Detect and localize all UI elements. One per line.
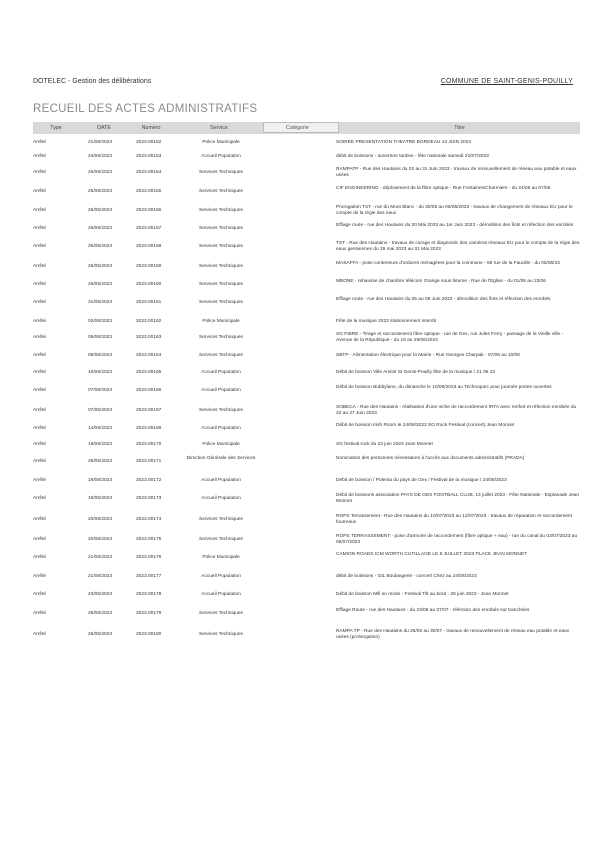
cell-number: 2023.00178: [136, 592, 162, 597]
cell-type: Arrêté: [33, 555, 47, 560]
cell-number: 2023.00161: [136, 300, 162, 305]
cell-date: 23/06/2023: [88, 592, 113, 597]
cell-title: Effiage Route - rue des Hautains - du 23/06 au 07/07 - réfection des enrobés sur tranchées: [336, 608, 530, 613]
column-header-type: Type: [50, 125, 62, 131]
cell-type: Arrêté: [33, 226, 47, 231]
cell-number: 2023.00160: [136, 282, 162, 287]
cell-date: 19/06/2023: [88, 442, 113, 447]
cell-title: SBTP - Alimentation électrique pour la Mairie - Rue Georges Charpak - 07/06 au 10/06: [336, 353, 520, 358]
cell-type: Arrêté: [33, 319, 47, 324]
cell-date: 25/06/2023: [88, 189, 113, 194]
cell-date: 19/06/2023: [88, 478, 113, 483]
cell-service: Accueil Population: [201, 478, 241, 483]
cell-type: Arrêté: [33, 442, 47, 447]
cell-number: 2023.00164: [136, 353, 162, 358]
cell-service: Direction Générale des Services: [186, 456, 256, 461]
cell-service: Accueil Population: [201, 592, 241, 597]
cell-number: 2023.00179: [136, 611, 162, 616]
cell-date: 14/06/2023: [88, 426, 113, 431]
cell-number: 2023.00154: [136, 170, 162, 175]
cell-date: 24/06/2023: [88, 154, 113, 159]
cell-date: 05/06/2023: [88, 335, 113, 340]
cell-type: Arrêté: [33, 335, 47, 340]
cell-service: Accueil Population: [201, 496, 241, 501]
cell-date: 21/06/2023: [88, 574, 113, 579]
cell-title: RAMPA TP - Rue des Hautains du 26/06 au 30/07 - travaux de renouvellement de réseau eau potable et eaux usées (prolongation): [336, 629, 570, 641]
cell-number: 2023.00170: [136, 442, 162, 447]
column-header-category[interactable]: Catégorie: [263, 122, 339, 133]
cell-number: 2023.00165: [136, 370, 162, 375]
cell-date: 26/06/2023: [88, 226, 113, 231]
cell-service: Services Techniques: [199, 208, 243, 213]
cell-number: 2023.00169: [136, 426, 162, 431]
cell-type: Arrêté: [33, 282, 47, 287]
column-header-service: Service: [210, 125, 228, 131]
cell-date: 10/06/2023: [88, 370, 113, 375]
cell-date: 26/06/2023: [88, 611, 113, 616]
column-header-title: Titre: [454, 125, 465, 131]
cell-title: MASAFFA - pose conteneurs d'ordures ménagères pour la commune - 65 rue de la Faucille - du 05/06/23: [336, 261, 560, 266]
cell-title: Débit de boisson / Polenta du pays de Gex / Festival de la musique / 24/06/2023: [336, 478, 507, 483]
cell-number: 2023.00177: [136, 574, 162, 579]
cell-type: Arrêté: [33, 408, 47, 413]
cell-service: Services Techniques: [199, 408, 243, 413]
cell-type: Arrêté: [33, 592, 47, 597]
cell-title: SG festival rock du 23 juin 2023 Jean Monnet: [336, 442, 433, 447]
cell-title: Prorogation TST - rue du Mont Blanc - du 30/05 au 06/06/2023 - travaux de changement de réseaux EU pour le compte de la régie des eaux: [336, 205, 573, 217]
cell-number: 2023.00176: [136, 555, 162, 560]
cell-service: Services Techniques: [199, 632, 243, 637]
cell-title: ROPS Terrassement - Rue des Hautains du 10/07/2023 au 12/07/2023 - travaux de réparation et raccordement fourreaux: [336, 514, 572, 526]
cell-number: 2023.00173: [136, 496, 162, 501]
cell-service: Services Techniques: [199, 335, 243, 340]
cell-type: Arrêté: [33, 244, 47, 249]
cell-title: Fête de la musique 2023 stationnement interdit: [336, 319, 436, 324]
cell-type: Arrêté: [33, 478, 47, 483]
cell-title: Débit de boisson Mill en mode - Festival Tilt au bord - 28 juin 2023 - Jean Monnet: [336, 592, 509, 597]
cell-service: Services Techniques: [199, 537, 243, 542]
cell-service: Police Municipale: [202, 319, 240, 324]
cell-service: Accueil Population: [201, 574, 241, 579]
cell-service: Services Techniques: [199, 189, 243, 194]
cell-date: 21/06/2023: [88, 555, 113, 560]
cell-service: Accueil Population: [201, 370, 241, 375]
cell-title: CIF ENGINEERING - déploiement de la fibre optique - Rue Fontaines/Charmiers - du 24/06 au 07/06: [336, 186, 551, 191]
cell-service: Accueil Population: [201, 388, 241, 393]
cell-type: Arrêté: [33, 170, 47, 175]
cell-title: CAMION ROADS ICM WORTH CUTILLAGE LE 6 JUILLET 2023 PLACE JEAN MONNET: [336, 552, 527, 557]
cell-service: Police Municipale: [202, 140, 240, 145]
cell-date: 26/06/2023: [88, 208, 113, 213]
cell-type: Arrêté: [33, 370, 47, 375]
cell-number: 2023.00167: [136, 408, 162, 413]
cell-type: Arrêté: [33, 189, 47, 194]
cell-service: Services Techniques: [199, 264, 243, 269]
cell-type: Arrêté: [33, 388, 47, 393]
cell-date: 07/06/2023: [88, 408, 113, 413]
cell-title: SOIREE PRESENTATION THEATRE BORDEAU 13 JUIN 2023: [336, 140, 472, 145]
cell-title: Débit de boisson Ville Amitié St Genis-Pouilly fête de la musique / 21 06 23: [336, 370, 496, 375]
cell-service: Services Techniques: [199, 353, 243, 358]
cell-date: 02/06/2023: [88, 319, 113, 324]
cell-date: 19/06/2023: [88, 496, 113, 501]
cell-type: Arrêté: [33, 632, 47, 637]
cell-title: Effiage route - rue des Hautains du 05 au 08 Juin 2023 - démolition des îlots et réfection des enrobés: [336, 297, 551, 302]
cell-number: 2023.00158: [136, 244, 162, 249]
cell-type: Arrêté: [33, 611, 47, 616]
app-name: DOTELEC - Gestion des délibérations: [33, 78, 152, 85]
commune-name: COMMUNE DE SAINT-GENIS-POUILLY: [440, 78, 573, 85]
cell-service: Services Techniques: [199, 226, 243, 231]
cell-service: Services Techniques: [199, 517, 243, 522]
cell-title: TST - Rue des Hautains - travaux de curage et diagnostic des caméras réseaux EU pour le compte de la régie des eaux gessiennes du 29 mai 2023 au 31 Mai 2023: [336, 241, 580, 253]
acts-table: [33, 122, 580, 641]
cell-number: 2023.00162: [136, 319, 162, 324]
cell-date: 26/05/2023: [88, 264, 113, 269]
cell-type: Arrêté: [33, 496, 47, 501]
cell-number: 2023.00155: [136, 189, 162, 194]
cell-date: 07/06/2023: [88, 388, 113, 393]
cell-date: 20/06/2023: [88, 537, 113, 542]
column-header-date: DATE: [97, 125, 111, 131]
cell-number: 2023.00166: [136, 388, 162, 393]
cell-service: Accueil Population: [201, 154, 241, 159]
cell-number: 2023.00174: [136, 517, 162, 522]
cell-number: 2023.00153: [136, 154, 162, 159]
cell-title: SG FIBRE - Tirage et raccordement fibre optique - rue de Gex, rue Jules Ferry - passage de la Vieille ville - Avenue de la République - du 19 au 29/06/2023: [336, 332, 564, 344]
column-header-number: Numéro: [141, 125, 161, 131]
cell-type: Arrêté: [33, 208, 47, 213]
cell-date: 26/05/2023: [88, 282, 113, 287]
cell-date: 06/06/2023: [88, 353, 113, 358]
cell-date: 25/06/2023: [88, 170, 113, 175]
cell-type: Arrêté: [33, 264, 47, 269]
cell-type: Arrêté: [33, 574, 47, 579]
cell-date: 25/05/2023: [88, 244, 113, 249]
cell-type: Arrêté: [33, 140, 47, 145]
cell-service: Services Techniques: [199, 611, 243, 616]
cell-type: Arrêté: [33, 353, 47, 358]
cell-number: 2023.00159: [136, 264, 162, 269]
cell-date: 20/06/2023: [88, 517, 113, 522]
cell-number: 2023.00152: [136, 140, 162, 145]
cell-number: 2023.00163: [136, 335, 162, 340]
cell-title: SOBECA - Rue des Hautains - réalisation d'une niche de raccordement IRTA avec renfort et réfection enrobée du 22 au 27 Juin 2023: [336, 405, 577, 417]
table-header: [33, 122, 580, 134]
page-title: RECUEIL DES ACTES ADMINISTRATIFS: [33, 103, 258, 115]
cell-type: Arrêté: [33, 537, 47, 542]
cell-service: Services Techniques: [199, 244, 243, 249]
document-header: [33, 78, 573, 90]
cell-title: Débit de boissons association PAYS DE GEX FOOTBALL CLUB, 13 juillet 2023 - Fête Nationale - Esplanade Jean Monnet: [336, 493, 580, 505]
cell-service: Police Municipale: [202, 555, 240, 560]
cell-date: 26/05/2023: [88, 459, 113, 464]
cell-type: Arrêté: [33, 300, 47, 305]
cell-number: 2023.00175: [136, 537, 162, 542]
cell-service: Police Municipale: [202, 442, 240, 447]
cell-title: débit de boissons - GIL Boulangerie - concert Chez au 24/06/2023: [336, 574, 477, 579]
cell-type: Arrêté: [33, 459, 47, 464]
cell-number: 2023.00180: [136, 632, 162, 637]
cell-title: Débit de boisson Irish Room le 24/06/2023 SG Rock Festival (concert) Jean Monnet: [336, 423, 515, 428]
cell-number: 2023.00156: [136, 208, 162, 213]
cell-title: RAMPATP - Rue des Hautains du 02 au 31 Juin 2023 - travaux de renouvellement de réseau eau potable et eaux usées: [336, 167, 577, 179]
cell-date: 26/06/2023: [88, 632, 113, 637]
cell-service: Services Techniques: [199, 300, 243, 305]
cell-type: Arrêté: [33, 517, 47, 522]
cell-date: 31/05/2023: [88, 300, 113, 305]
cell-title: Nomination des personnes nécessaires à l'accès aux documents administratifs (PRADA): [336, 456, 525, 461]
cell-title: Débit de boisson Bubbylane, du dimanche le 10/06/2023 au Technoparc pour journée portes ouvertes: [336, 385, 552, 390]
cell-number: 2023.00157: [136, 226, 162, 231]
cell-service: Accueil Population: [201, 426, 241, 431]
cell-number: 2023.00171: [136, 459, 162, 464]
cell-service: Services Techniques: [199, 170, 243, 175]
cell-title: Effiage route - rue des Hautains du 20 Mai 2023 au 1er Juin 2023 - démolition des îlots et réfection des enrobés: [336, 223, 574, 228]
cell-type: Arrêté: [33, 426, 47, 431]
cell-date: 21/06/2023: [88, 140, 113, 145]
cell-title: MBONE - rehausse de chambre télécom Orange sous bitume - Rue de l'Eglise - du 01/06 au 23/06: [336, 279, 546, 284]
cell-title: débit de boissons - ouverture tardive - fête nationale samedi 22/07/2023: [336, 154, 489, 159]
cell-type: Arrêté: [33, 154, 47, 159]
cell-service: Services Techniques: [199, 282, 243, 287]
cell-number: 2023.00172: [136, 478, 162, 483]
cell-title: ROPS TERRASSEMENT - pose d'armoire de raccordement (fibre optique + eau) - rue du canal du 03/07/2023 au 05/07/2023: [336, 534, 578, 546]
